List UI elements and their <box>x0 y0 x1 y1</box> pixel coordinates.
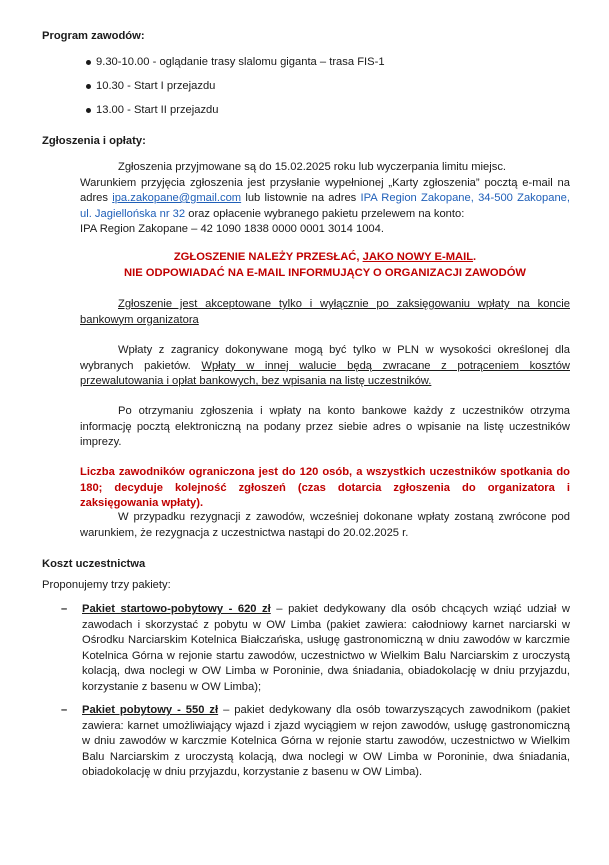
email-link[interactable]: ipa.zakopane@gmail.com <box>112 192 242 204</box>
registration-paragraph <box>80 160 570 238</box>
program-heading: Program zawodów: <box>42 30 145 42</box>
package-description: – pakiet dedykowany dla osób chcących wziąć udział w zawodach i skorzystać z pobytu w OW Limba (pakiet zawiera: całodniowy karnet narciarski w Ośrodku Narciarskim Kotelnica Białczańska, usługę gastronomiczną w dniu zawodów w karczmie Kotelnica Górna w rejonie startu zawodów, uczestnictwo w Wielkim Balu Narciarskim z uroczystą kolacją, dwa noclegi w OW Limba w Poroninie, dwa śniadania, obiadokolację w dniu przyjazdu, korzystanie z basenu w OW Limba); <box>82 603 570 693</box>
foreign-payments-text: Wpłaty z zagranicy dokonywane mogą być tylko w PLN w wysokości określonej dla wybranych pakietów. <box>80 344 570 372</box>
program-item: 13.00 - Start II przejazdu <box>96 103 219 119</box>
package-name: Pakiet pobytowy - 550 zł <box>82 704 219 716</box>
cost-heading: Koszt uczestnictwa <box>42 558 146 570</box>
warning-text: . <box>473 251 477 263</box>
registration-heading: Zgłoszenia i opłaty: <box>42 135 146 147</box>
program-item: 10.30 - Start I przejazdu <box>96 79 215 95</box>
warning-line-1 <box>80 250 570 266</box>
acceptance-paragraph: Zgłoszenie jest akceptowane tylko i wyłącznie po zaksięgowaniu wpłaty na koncie bankowym organizatora <box>80 298 570 326</box>
registration-conditions <box>80 176 570 223</box>
bank-account: IPA Region Zakopane – 42 1090 1838 0000 0001 3014 1004. <box>80 223 384 235</box>
refund-paragraph: W przypadku rezygnacji z zawodów, wcześniej dokonane wpłaty zostaną zwrócone pod warunkiem, że rezygnacja z uczestnictwa nastąpi do 20.02.2025 r. <box>80 511 570 539</box>
package-startowo-pobytowy <box>82 602 570 695</box>
warning-notice <box>80 250 570 281</box>
conditions-text: lub listownie na adres <box>241 192 361 204</box>
foreign-payments-paragraph <box>80 343 570 390</box>
package-dash: – <box>61 704 68 716</box>
package-pobytowy <box>82 703 570 781</box>
participant-limit: Liczba zawodników ograniczona jest do 120 osób, a wszystkich uczestników spotkania do 180; decyduje kolejność zgłoszeń (czas dotarcia zgłoszenia do organizatora i zaksięgowania wpłaty). <box>80 466 570 509</box>
package-dash: – <box>61 603 68 615</box>
conditions-text: Warunkiem przyjęcia zgłoszenia jest przysłanie wypełnionej „Karty zgłoszenia” pocztą e-mail na adres <box>80 176 570 204</box>
confirmation-paragraph: Po otrzymaniu zgłoszenia i wpłaty na konto bankowe każdy z uczestników otrzyma informację pocztą elektroniczną na podany przez siebie adres o wpisanie na listę uczestników imprezy. <box>80 405 570 448</box>
postal-address: IPA Region Zakopane, 34-500 Zakopane, ul. Jagiellońska nr 32 <box>80 192 570 220</box>
warning-text: ZGŁOSZENIE NALEŻY PRZESŁAĆ, <box>173 251 363 263</box>
packages-intro: Proponujemy trzy pakiety: <box>42 579 171 591</box>
conditions-text: oraz opłacenie wybranego pakietu przelewem na konto: <box>185 207 465 220</box>
warning-emphasis: JAKO NOWY E-MAIL <box>362 251 474 263</box>
warning-line-2: NIE ODPOWIADAĆ NA E-MAIL INFORMUJĄCY O ORGANIZACJI ZAWODÓW <box>124 266 526 279</box>
program-item: 9.30-10.00 - oglądanie trasy slalomu giganta – trasa FIS-1 <box>96 55 385 71</box>
registration-deadline: Zgłoszenia przyjmowane są do 15.02.2025 roku lub wyczerpania limitu miejsc. <box>118 161 507 173</box>
foreign-payments-emphasis: Wpłaty w innej walucie będą zwracane z potrąceniem kosztów przewalutowania i opłat bankowych, bez wpisania na listę uczestników. <box>80 359 570 387</box>
package-name: Pakiet startowo-pobytowy - 620 zł <box>82 603 271 615</box>
package-description: – pakiet dedykowany dla osób towarzyszących zawodnikom (pakiet zawiera: karnet umożliwiający wjazd i zjazd wyciągiem w rejon zawodów, usługę gastronomiczną w dniu zawodów w karczmie Kotelnica Górna w rejonie startu zawodów, uczestnictwo w Wielkim Balu Narciarskim z uroczystą kolacją, dwa noclegi w OW Limba w Poroninie, dwa śniadania, obiadokolację w dniu przyjazdu, korzystanie z basenu w OW Limba). <box>82 704 570 778</box>
